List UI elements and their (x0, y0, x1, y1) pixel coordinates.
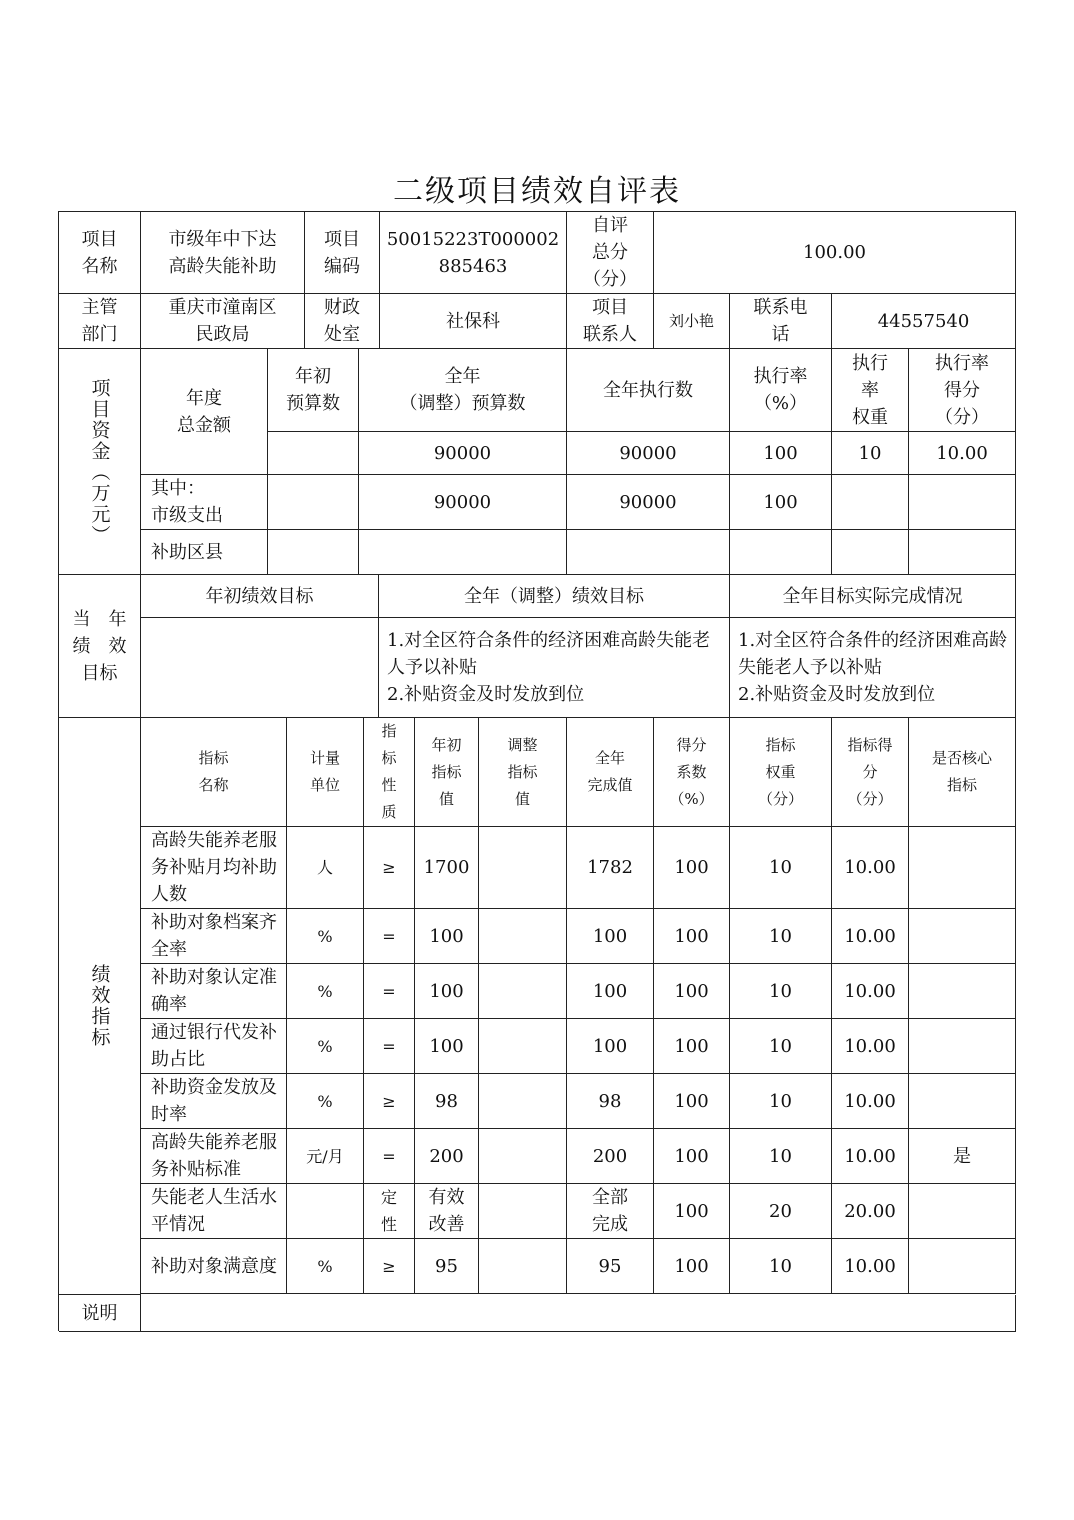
funds-total-executed: 90000 (567, 432, 730, 475)
indicator-score: 10.00 (832, 1019, 909, 1074)
funds-city-label: 其中： 市级支出 (141, 475, 268, 530)
indicator-core (909, 1074, 1016, 1129)
indicator-name: 补助资金发放及时率 (141, 1074, 287, 1129)
contact-label: 项目 联系人 (567, 294, 654, 349)
indicator-adjusted (479, 1184, 567, 1239)
indicator-unit: % (287, 964, 364, 1019)
funds-county-score (909, 530, 1016, 575)
ind-col-nature: 指 标 性 质 (364, 718, 415, 827)
indicator-core: 是 (909, 1129, 1016, 1184)
indicator-initial: 95 (415, 1239, 479, 1294)
indicator-nature: 定 性 (364, 1184, 415, 1239)
finance-label: 财政 处室 (305, 294, 380, 349)
indicator-nature: = (364, 1129, 415, 1184)
indicator-name: 高龄失能养老服务补贴标准 (141, 1129, 287, 1184)
indicator-adjusted (479, 909, 567, 964)
indicator-completed: 1782 (567, 827, 654, 909)
remarks-label: 说明 (59, 1295, 141, 1332)
indicator-coef: 100 (654, 1074, 730, 1129)
indicator-name: 通过银行代发补助占比 (141, 1019, 287, 1074)
indicator-unit (287, 1184, 364, 1239)
indicator-completed: 100 (567, 909, 654, 964)
indicator-coef: 100 (654, 1019, 730, 1074)
goals-initial-text (141, 618, 379, 718)
indicator-adjusted (479, 1074, 567, 1129)
indicator-completed: 95 (567, 1239, 654, 1294)
funds-total-score: 10.00 (909, 432, 1016, 475)
indicator-completed: 100 (567, 964, 654, 1019)
ind-col-initial: 年初 指标 值 (415, 718, 479, 827)
indicator-initial: 98 (415, 1074, 479, 1129)
indicator-unit: % (287, 1074, 364, 1129)
funds-section-label: 项目资金（万元） (59, 349, 141, 575)
indicator-weight: 10 (730, 1239, 832, 1294)
project-name-label: 项目 名称 (59, 212, 141, 294)
ind-col-name: 指标 名称 (141, 718, 287, 827)
indicator-unit: % (287, 909, 364, 964)
funds-city-adjusted: 90000 (359, 475, 567, 530)
indicator-adjusted (479, 1019, 567, 1074)
phone-label: 联系电 话 (730, 294, 832, 349)
goals-adjusted-text: 1.对全区符合条件的经济困难高龄失能老人予以补贴 2.补贴资金及时发放到位 (379, 618, 730, 718)
funds-col-initial: 年初 预算数 (268, 349, 359, 432)
indicator-weight: 20 (730, 1184, 832, 1239)
project-name: 市级年中下达 高龄失能补助 (141, 212, 305, 294)
funds-city-rate: 100 (730, 475, 832, 530)
indicator-adjusted (479, 1239, 567, 1294)
funds-city-score (909, 475, 1016, 530)
indicator-coef: 100 (654, 1184, 730, 1239)
indicator-completed: 200 (567, 1129, 654, 1184)
dept: 重庆市潼南区 民政局 (141, 294, 305, 349)
indicator-core (909, 909, 1016, 964)
indicator-coef: 100 (654, 827, 730, 909)
ind-col-coef: 得分 系数 （%） (654, 718, 730, 827)
indicator-core (909, 1239, 1016, 1294)
ind-col-adjusted: 调整 指标 值 (479, 718, 567, 827)
indicator-weight: 10 (730, 909, 832, 964)
indicator-weight: 10 (730, 1129, 832, 1184)
page-title: 二级项目绩效自评表 (393, 174, 681, 209)
total-score: 100.00 (654, 212, 1016, 294)
funds-col-rate: 执行率 （%） (730, 349, 832, 432)
score-label: 自评 总分 （分） (567, 212, 654, 294)
phone: 44557540 (832, 294, 1016, 349)
indicator-score: 10.00 (832, 1129, 909, 1184)
finance: 社保科 (380, 294, 567, 349)
indicator-score: 10.00 (832, 964, 909, 1019)
indicator-nature: ≥ (364, 1074, 415, 1129)
funds-county-initial (268, 530, 359, 575)
evaluation-table (58, 211, 1016, 1331)
indicator-name: 补助对象档案齐全率 (141, 909, 287, 964)
indicator-coef: 100 (654, 1239, 730, 1294)
funds-total-weight: 10 (832, 432, 909, 475)
indicator-core (909, 964, 1016, 1019)
funds-col-weight: 执行 率 权重 (832, 349, 909, 432)
goals-section-label: 当 年 绩 效 目标 (59, 575, 141, 718)
funds-col-adjusted: 全年 （调整）预算数 (359, 349, 567, 432)
indicator-coef: 100 (654, 909, 730, 964)
indicators-section-label: 绩效指标 (59, 718, 141, 1295)
indicator-core (909, 1184, 1016, 1239)
ind-col-core: 是否核心 指标 (909, 718, 1016, 827)
indicator-coef: 100 (654, 964, 730, 1019)
indicator-nature: = (364, 909, 415, 964)
funds-county-adjusted (359, 530, 567, 575)
funds-county-executed (567, 530, 730, 575)
indicator-weight: 10 (730, 964, 832, 1019)
indicator-name: 失能老人生活水平情况 (141, 1184, 287, 1239)
indicator-completed: 全部 完成 (567, 1184, 654, 1239)
project-code-label: 项目 编码 (305, 212, 380, 294)
indicator-adjusted (479, 964, 567, 1019)
remarks-value (141, 1295, 1016, 1332)
indicator-unit: % (287, 1239, 364, 1294)
dept-label: 主管 部门 (59, 294, 141, 349)
indicator-score: 10.00 (832, 827, 909, 909)
funds-total-rate: 100 (730, 432, 832, 475)
funds-col-executed: 全年执行数 (567, 349, 730, 432)
contact: 刘小艳 (654, 294, 730, 349)
funds-total-adjusted: 90000 (359, 432, 567, 475)
indicator-score: 10.00 (832, 1074, 909, 1129)
indicator-weight: 10 (730, 1019, 832, 1074)
ind-col-score: 指标得 分 （分） (832, 718, 909, 827)
indicator-nature: = (364, 1019, 415, 1074)
indicator-initial: 100 (415, 1019, 479, 1074)
funds-city-executed: 90000 (567, 475, 730, 530)
indicator-completed: 98 (567, 1074, 654, 1129)
funds-city-initial (268, 475, 359, 530)
goals-col-adjusted: 全年（调整）绩效目标 (379, 575, 730, 618)
indicator-name: 高龄失能养老服务补贴月均补助人数 (141, 827, 287, 909)
funds-county-rate (730, 530, 832, 575)
indicator-nature: ≥ (364, 827, 415, 909)
funds-col-total: 年度 总金额 (141, 349, 268, 475)
indicator-name: 补助对象满意度 (141, 1239, 287, 1294)
goals-col-initial: 年初绩效目标 (141, 575, 379, 618)
indicator-initial: 100 (415, 964, 479, 1019)
indicator-adjusted (479, 827, 567, 909)
indicator-unit: % (287, 1019, 364, 1074)
indicator-score: 10.00 (832, 909, 909, 964)
ind-col-completed: 全年 完成值 (567, 718, 654, 827)
indicator-unit: 人 (287, 827, 364, 909)
funds-county-weight (832, 530, 909, 575)
indicator-core (909, 1019, 1016, 1074)
indicator-initial: 100 (415, 909, 479, 964)
indicator-completed: 100 (567, 1019, 654, 1074)
project-code: 50015223T000002 885463 (380, 212, 567, 294)
indicator-core (909, 827, 1016, 909)
funds-total-initial (268, 432, 359, 475)
funds-col-score: 执行率 得分 （分） (909, 349, 1016, 432)
indicator-adjusted (479, 1129, 567, 1184)
indicator-score: 10.00 (832, 1239, 909, 1294)
goals-actual-text: 1.对全区符合条件的经济困难高龄失能老人予以补贴 2.补贴资金及时发放到位 (730, 618, 1016, 718)
ind-col-weight: 指标 权重 （分） (730, 718, 832, 827)
indicator-score: 20.00 (832, 1184, 909, 1239)
indicator-coef: 100 (654, 1129, 730, 1184)
ind-col-unit: 计量 单位 (287, 718, 364, 827)
funds-county-label: 补助区县 (141, 530, 268, 575)
indicator-nature: ≥ (364, 1239, 415, 1294)
indicator-weight: 10 (730, 827, 832, 909)
indicator-unit: 元/月 (287, 1129, 364, 1184)
indicator-initial: 200 (415, 1129, 479, 1184)
indicator-initial: 1700 (415, 827, 479, 909)
indicator-name: 补助对象认定准确率 (141, 964, 287, 1019)
goals-col-actual: 全年目标实际完成情况 (730, 575, 1016, 618)
indicator-nature: = (364, 964, 415, 1019)
indicator-initial: 有效 改善 (415, 1184, 479, 1239)
indicator-weight: 10 (730, 1074, 832, 1129)
funds-city-weight (832, 475, 909, 530)
